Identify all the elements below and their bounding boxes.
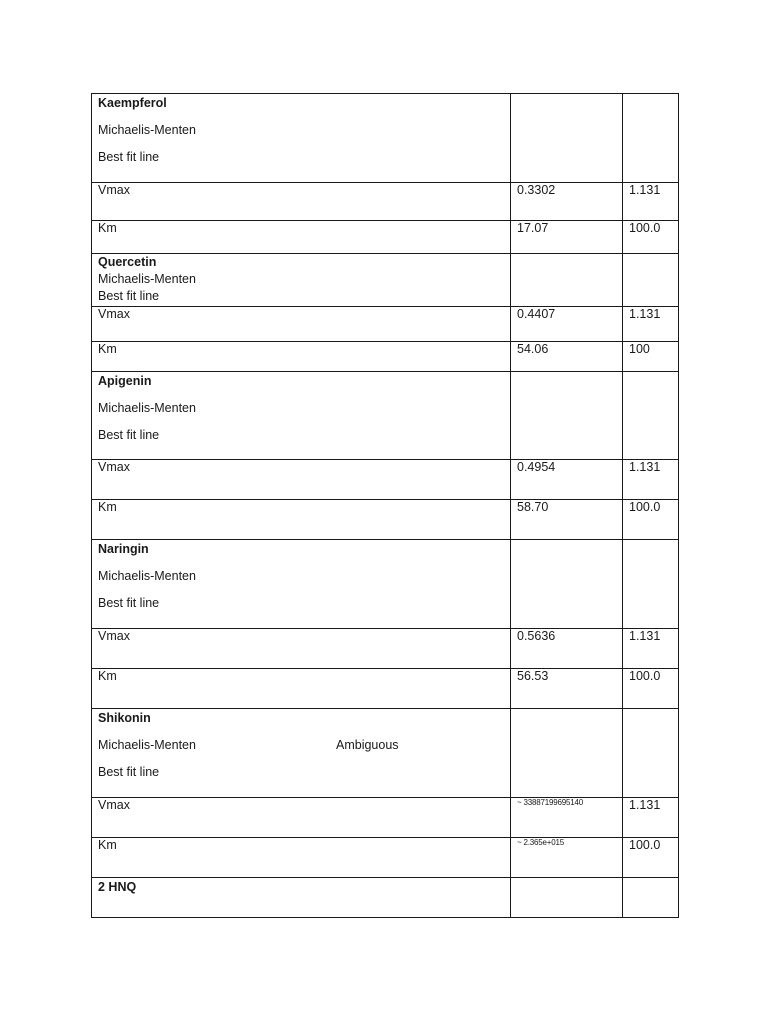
empty-cell	[623, 709, 679, 798]
vmax-label: Vmax	[92, 307, 511, 342]
compound-name: Apigenin	[98, 374, 152, 388]
km-row	[92, 500, 679, 540]
compound-header-row	[92, 540, 679, 629]
km-best-fit-value: 17.07	[511, 221, 623, 254]
vmax-best-fit-value: ~ 33887199695140	[511, 798, 623, 838]
km-best-fit-value: 56.53	[511, 669, 623, 709]
compound-header-row	[92, 94, 679, 183]
vmax-best-fit-value: 0.3302	[511, 183, 623, 221]
empty-cell	[623, 254, 679, 307]
compound-header-row	[92, 372, 679, 460]
best-fit-line-label: Best fit line	[98, 150, 160, 164]
compound-name: Kaempferol	[98, 96, 167, 110]
km-limit-value: 100.0	[623, 221, 679, 254]
vmax-best-fit-value: 0.5636	[511, 629, 623, 669]
km-label: Km	[92, 838, 511, 878]
compound-header-cell	[92, 878, 511, 918]
vmax-row	[92, 629, 679, 669]
vmax-limit-value: 1.131	[623, 307, 679, 342]
km-row	[92, 669, 679, 709]
vmax-best-fit-value: 0.4407	[511, 307, 623, 342]
compound-header-cell	[92, 372, 511, 460]
km-best-fit-value: 54.06	[511, 342, 623, 372]
vmax-best-fit-value: 0.4954	[511, 460, 623, 500]
empty-cell	[623, 878, 679, 918]
compound-name: Shikonin	[98, 711, 151, 725]
best-fit-line-label: Best fit line	[98, 596, 160, 610]
ambiguous-note: Ambiguous	[336, 738, 399, 752]
vmax-label: Vmax	[92, 798, 511, 838]
empty-cell	[511, 878, 623, 918]
compound-name: 2 HNQ	[98, 880, 137, 894]
michaelis-menten-label: Michaelis-Menten	[98, 401, 196, 415]
vmax-label: Vmax	[92, 460, 511, 500]
empty-cell	[511, 94, 623, 183]
empty-cell	[511, 254, 623, 307]
best-fit-line-label: Best fit line	[98, 289, 160, 303]
empty-cell	[511, 540, 623, 629]
km-row	[92, 342, 679, 372]
kinetics-table	[91, 93, 679, 918]
empty-cell	[623, 94, 679, 183]
empty-cell	[623, 540, 679, 629]
vmax-row	[92, 307, 679, 342]
vmax-row	[92, 798, 679, 838]
compound-header-row	[92, 709, 679, 798]
vmax-limit-value: 1.131	[623, 629, 679, 669]
michaelis-menten-text: Michaelis-Menten	[98, 738, 196, 752]
km-limit-value: 100	[623, 342, 679, 372]
vmax-label: Vmax	[92, 183, 511, 221]
vmax-limit-value: 1.131	[623, 798, 679, 838]
michaelis-menten-label: Michaelis-Menten	[98, 569, 196, 583]
empty-cell	[511, 372, 623, 460]
km-limit-value: 100.0	[623, 669, 679, 709]
compound-name: Quercetin	[98, 255, 157, 269]
vmax-limit-value: 1.131	[623, 183, 679, 221]
compound-header-cell	[92, 254, 511, 307]
vmax-row	[92, 460, 679, 500]
km-row	[92, 221, 679, 254]
compound-header-cell	[92, 540, 511, 629]
km-label: Km	[92, 221, 511, 254]
km-row	[92, 838, 679, 878]
compound-header-cell	[92, 94, 511, 183]
vmax-row	[92, 183, 679, 221]
km-best-fit-value: 58.70	[511, 500, 623, 540]
empty-cell	[511, 709, 623, 798]
compound-header-cell	[92, 709, 511, 798]
vmax-limit-value: 1.131	[623, 460, 679, 500]
km-label: Km	[92, 669, 511, 709]
best-fit-line-label: Best fit line	[98, 428, 160, 442]
km-label: Km	[92, 342, 511, 372]
compound-name: Naringin	[98, 542, 149, 556]
km-limit-value: 100.0	[623, 500, 679, 540]
compound-header-row	[92, 254, 679, 307]
compound-header-row	[92, 878, 679, 918]
michaelis-menten-label: Michaelis-Menten	[98, 272, 196, 286]
michaelis-menten-label	[98, 738, 504, 752]
vmax-label: Vmax	[92, 629, 511, 669]
km-label: Km	[92, 500, 511, 540]
michaelis-menten-label: Michaelis-Menten	[98, 123, 196, 137]
empty-cell	[623, 372, 679, 460]
km-best-fit-value: ~ 2.365e+015	[511, 838, 623, 878]
best-fit-line-label: Best fit line	[98, 765, 160, 779]
km-limit-value: 100.0	[623, 838, 679, 878]
